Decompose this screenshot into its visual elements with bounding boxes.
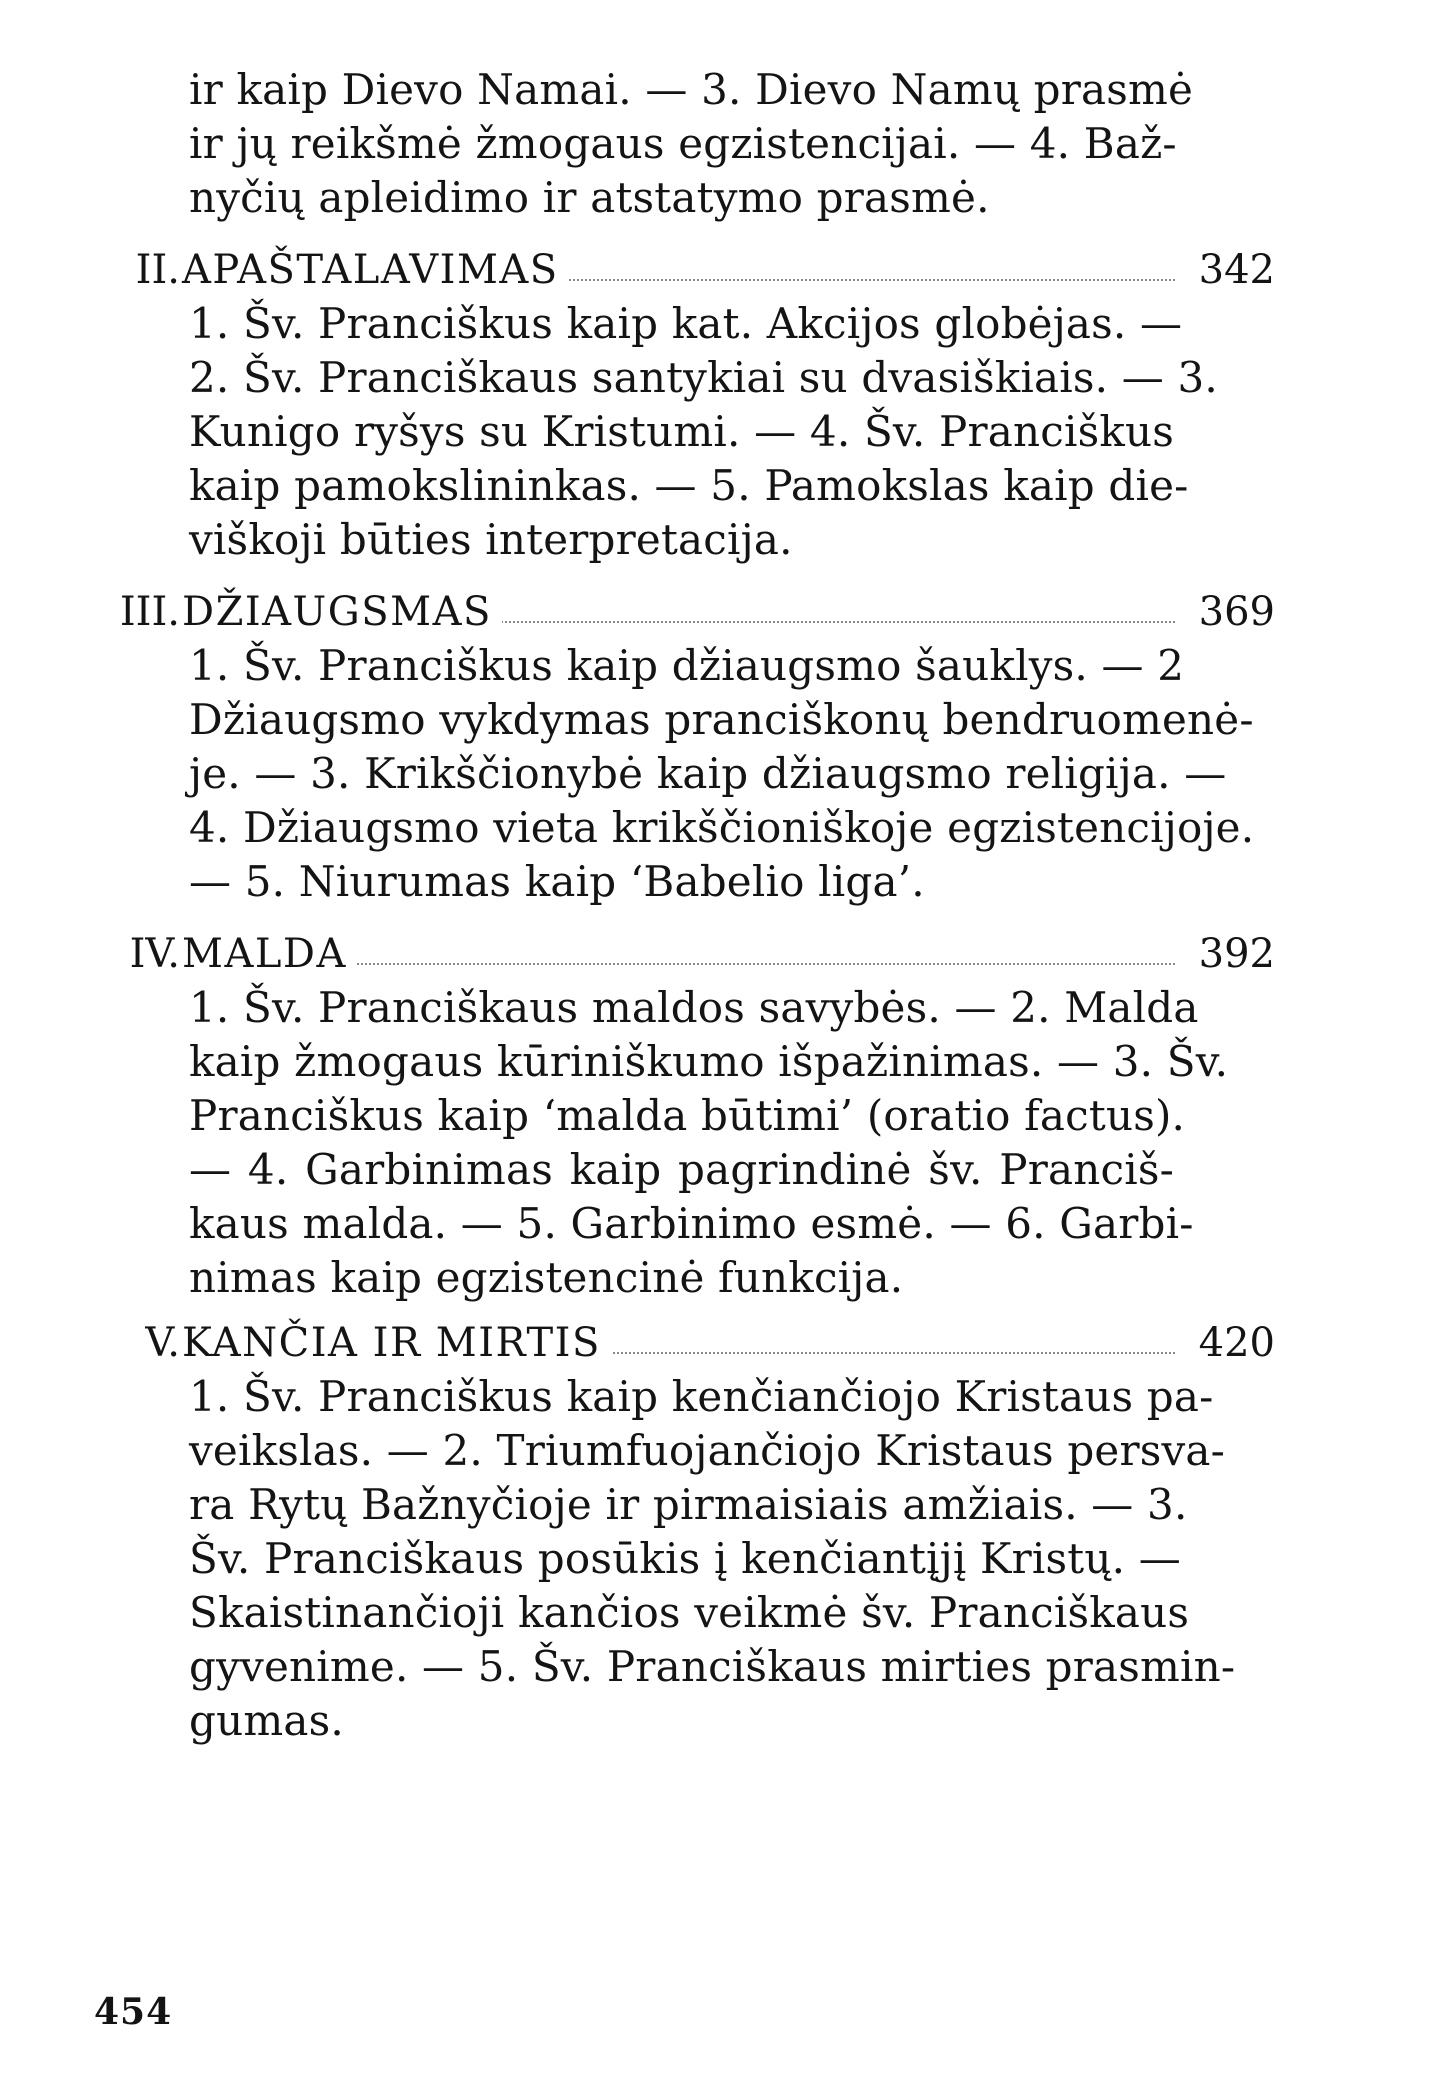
section-line: Pranciškus kaip ‘malda būtimi’ (oratio factus).	[189, 1091, 1186, 1140]
section-title: KANČIA IR MIRTIS	[182, 1320, 611, 1366]
folio-page-number: 454	[94, 1991, 173, 2033]
intro-line: ir kaip Dievo Namai. — 3. Dievo Namų prasmė	[189, 65, 1194, 114]
section-line: je. — 3. Krikščionybė kaip džiaugsmo religija. —	[189, 749, 1227, 798]
section-line: Džiaugsmo vykdymas pranciškonų bendruomenė-	[189, 695, 1254, 744]
toc-entry-kancia-ir-mirtis	[80, 1316, 1275, 1370]
toc-entry-dziaugsmas	[80, 585, 1275, 639]
intro-line: ir jų reikšmė žmogaus egzistencijai. — 4. Baž-	[189, 119, 1177, 168]
section-line: Šv. Pranciškaus posūkis į kenčiantįjį Kristų. —	[189, 1534, 1181, 1583]
section-line: — 5. Niurumas kaip ‘Babelio liga’.	[189, 857, 925, 906]
section-line: nimas kaip egzistencinė funkcija.	[189, 1253, 904, 1302]
page-number: 369	[1180, 585, 1275, 639]
section-line: 1. Šv. Pranciškus kaip kenčiančiojo Kristaus pa-	[189, 1372, 1214, 1421]
section-numeral: II.	[135, 247, 180, 293]
section-line: ra Rytų Bažnyčioje ir pirmaisiais amžiais. — 3.	[189, 1480, 1188, 1529]
section-numeral: V.	[145, 1320, 180, 1366]
section-line: gumas.	[189, 1696, 344, 1745]
section-line: kaus malda. — 5. Garbinimo esmė. — 6. Garbi-	[189, 1199, 1194, 1248]
section-line: — 4. Garbinimas kaip pagrindinė šv. Pranciš-	[189, 1145, 1174, 1194]
section-line: 4. Džiaugsmo vieta krikščioniškoje egzistencijoje.	[189, 803, 1255, 852]
section-line: gyvenime. — 5. Šv. Pranciškaus mirties prasmin-	[189, 1642, 1236, 1691]
section-line: 1. Šv. Pranciškus kaip kat. Akcijos globėjas. —	[189, 299, 1183, 348]
toc-entry-apastalavimas	[80, 243, 1275, 297]
page-number: 392	[1180, 927, 1275, 981]
section-line: kaip žmogaus kūriniškumo išpažinimas. — 3. Šv.	[189, 1037, 1229, 1086]
section-title: DŽIAUGSMAS	[182, 589, 502, 635]
page-number: 342	[1180, 243, 1275, 297]
section-line: 2. Šv. Pranciškaus santykiai su dvasiškiais. — 3.	[189, 353, 1218, 402]
toc-entry-malda	[80, 927, 1275, 981]
intro-line: nyčių apleidimo ir atstatymo prasmė.	[189, 173, 990, 222]
section-line: 1. Šv. Pranciškaus maldos savybės. — 2. Malda	[189, 983, 1199, 1032]
section-title: APAŠTALAVIMAS	[182, 247, 569, 293]
section-line: Kunigo ryšys su Kristumi. — 4. Šv. Pranciškus	[189, 407, 1174, 456]
section-line: Skaistinančioji kančios veikmė šv. Pranciškaus	[189, 1588, 1190, 1637]
section-title: MALDA	[182, 931, 357, 977]
page-number: 420	[1180, 1316, 1275, 1370]
section-numeral: III.	[119, 589, 180, 635]
section-line: veikslas. — 2. Triumfuojančiojo Kristaus persva-	[189, 1426, 1226, 1475]
section-line: 1. Šv. Pranciškus kaip džiaugsmo šauklys. — 2	[189, 641, 1185, 690]
section-line: viškoji būties interpretacija.	[189, 515, 793, 564]
section-numeral: IV.	[129, 931, 180, 977]
section-line: kaip pamokslininkas. — 5. Pamokslas kaip die-	[189, 461, 1189, 510]
